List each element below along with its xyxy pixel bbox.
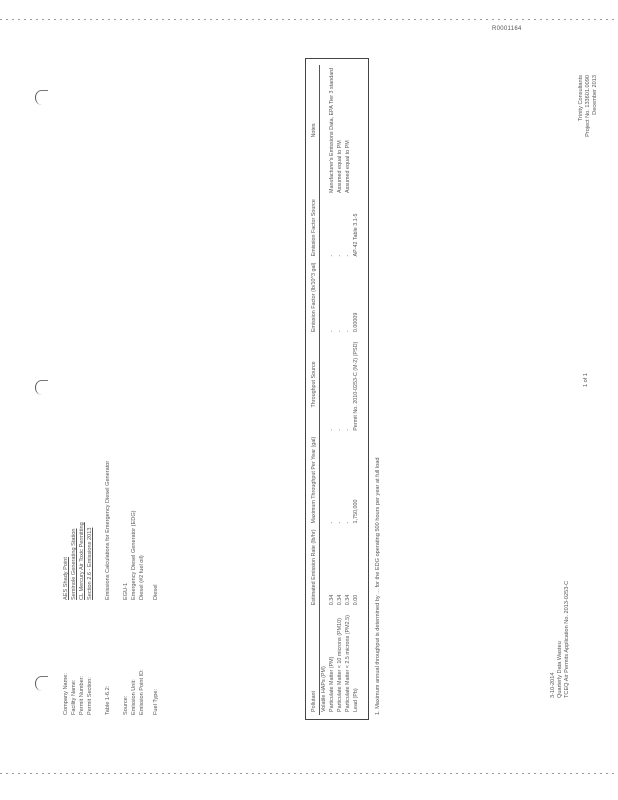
cell: - xyxy=(337,521,343,524)
table-row xyxy=(344,65,352,715)
consultant-name: Trinity Consultants xyxy=(578,75,584,122)
footer-date: 3-10-2014 xyxy=(550,672,556,698)
value-fuel-type: Diesel xyxy=(153,584,159,600)
table-footnote: 1. Maximum annual throughput is determined by ... for the EDG operating 500 hours per year at full load xyxy=(375,457,381,715)
punch-hole-bottom xyxy=(35,676,48,691)
col-notes: Notes xyxy=(311,123,317,138)
col-factor-source: Emission Factor Source xyxy=(311,199,317,257)
cell: - xyxy=(345,521,351,524)
cell: Assumed equal to PM xyxy=(337,140,343,193)
value-company: AES Shady Point xyxy=(63,557,69,600)
cell: Particulate Matter < 2.5 microns (PM2.5) xyxy=(345,615,351,712)
value-emission-point: Diesel (#2 fuel oil) xyxy=(139,555,145,600)
project-number: Project No. 133601.0090 xyxy=(585,75,591,137)
document-id: R0001164 xyxy=(492,26,522,32)
col-emission-rate: Estimated Emission Rate (lb/hr) xyxy=(311,529,317,606)
value-permit-section: Section 2.6 - Emissions 2013 xyxy=(87,527,93,600)
col-max-throughput: Maximum Throughput Per Year (gal) xyxy=(311,436,317,524)
label-emission-point: Emission Point ID: xyxy=(139,669,145,715)
cell: Assumed equal to PM xyxy=(345,140,351,193)
cell: 0.34 xyxy=(345,594,351,606)
label-permit-section: Permit Section: xyxy=(87,677,93,715)
emissions-table xyxy=(310,65,360,715)
bottom-scan-edge xyxy=(0,773,618,774)
cell: - xyxy=(345,254,351,257)
label-emission-unit: Emission Unit: xyxy=(131,679,137,715)
label-facility: Facility Name: xyxy=(71,679,77,715)
footer-line-2: Quarterly Data Wasteu xyxy=(557,641,563,698)
label-source: Source: xyxy=(123,695,129,715)
cell: Particulate Matter < 10 microns (PM10) xyxy=(337,618,343,712)
cell: Volatile HAPs (PM) xyxy=(321,666,327,712)
label-company: Company Name: xyxy=(63,673,69,715)
cell: 0.00 xyxy=(353,594,359,606)
value-facility: Seminole Generating Station xyxy=(71,528,77,600)
cell xyxy=(352,65,360,196)
cell xyxy=(320,335,329,434)
top-scan-edge xyxy=(0,19,618,20)
cell: Manufacturer's Emissions Data, EPA Tier 3 standard xyxy=(329,68,335,193)
cell xyxy=(320,527,329,609)
cell: Particulate Matter (PM) xyxy=(329,656,335,712)
page-number: 1 of 1 xyxy=(583,373,589,387)
col-emission-factor: Emission Factor (lb/10^3 gal) xyxy=(311,262,317,333)
report-date: December 2013 xyxy=(592,75,598,115)
cell: - xyxy=(337,428,343,431)
label-fuel-type: Fuel Type: xyxy=(153,688,159,715)
cell: - xyxy=(345,428,351,431)
punch-hole-top xyxy=(35,90,48,105)
value-emission-unit: Emergency Diesel Generator (EDG) xyxy=(131,510,137,600)
col-throughput-source: Throughput Source xyxy=(311,361,317,408)
cell: 0.34 xyxy=(337,594,343,606)
cell: Permit No. 2010-0253-C (M-2) (PSD) xyxy=(353,341,359,431)
label-permit-number: Permit Number: xyxy=(79,675,85,715)
table-row xyxy=(328,65,336,715)
cell: 0.00009 xyxy=(353,312,359,333)
cell: - xyxy=(329,330,335,333)
table-title: Emissions Calculations for Emergency Diesel Generator xyxy=(105,460,111,600)
value-source: EGU-1 xyxy=(123,582,129,600)
cell: - xyxy=(337,330,343,333)
cell xyxy=(320,434,329,527)
cell: 1,750,000 xyxy=(353,499,359,524)
cell xyxy=(320,196,329,260)
table-row xyxy=(352,65,360,715)
cell: Lead (Pb) xyxy=(353,688,359,712)
cell: AP-42 Table 3.1-5 xyxy=(353,213,359,257)
cell: 0.34 xyxy=(329,594,335,606)
col-pollutant: Pollutant xyxy=(311,691,317,712)
cell xyxy=(320,65,329,196)
value-permit-number: CL Mercury Air Toxic Permitting xyxy=(79,522,85,600)
table-row xyxy=(320,65,329,715)
label-table: Table 1-6.2: xyxy=(105,685,111,715)
cell: - xyxy=(337,254,343,257)
cell: - xyxy=(329,521,335,524)
cell: - xyxy=(345,330,351,333)
table-row xyxy=(336,65,344,715)
table-header-row xyxy=(310,65,320,715)
punch-hole-middle xyxy=(35,380,48,395)
cell xyxy=(320,260,329,336)
footer-line-3: TCEQ Air Permits Application No. 2013-0253-C xyxy=(564,580,570,698)
cell: - xyxy=(329,254,335,257)
cell: - xyxy=(329,428,335,431)
